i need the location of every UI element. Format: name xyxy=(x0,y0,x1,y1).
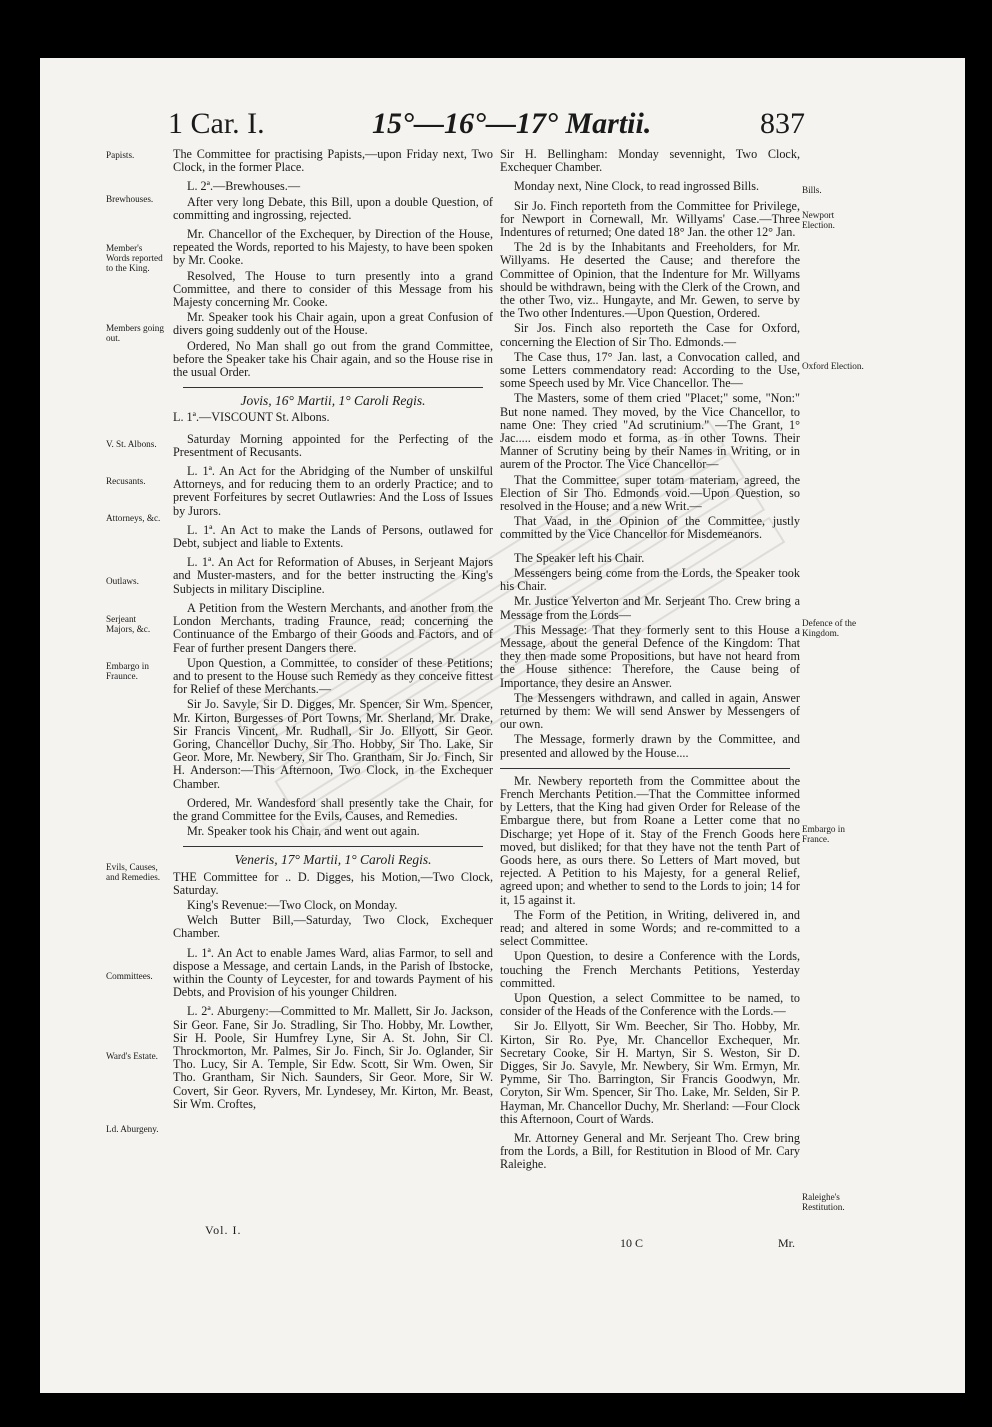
paragraph: That Vaad, in the Opinion of the Committee, justly committed by the Vice Chancellor for Misdemeanors. xyxy=(500,514,800,542)
paragraph: Mr. Chancellor of the Exchequer, by Direction of the House, repeated the Words, reported to his Majesty, to have been spoken by Mr. Cooke. xyxy=(173,227,493,268)
catchword: Mr. xyxy=(778,1236,796,1250)
paragraph: After very long Debate, this Bill, upon a double Question, of committing and ingrossing, rejected. xyxy=(173,194,493,222)
margin-note: Ward's Estate. xyxy=(106,1051,158,1061)
paragraph: The Messengers withdrawn, and called in again, Answer returned by them: We will send Answer by Messengers of our own. xyxy=(500,690,800,732)
paragraph: Mr. Newbery reporteth from the Committee about the French Merchants Petition.—That the Committee informed by Letters, that the King had given Order for Release of the Embargue there, but from Roane a Letter come that no Discharge; yet Hope of it. Stay of the French Goods here moved, but disliked; for that they have not the tenth Part of Goods here, as ours there. So Letters of Mart moved, but rejected. A Petition to his Majesty, for a general Relief, agreed upon; and whether to send to the Lords to join; 14 for it, 15 against it. xyxy=(500,773,800,907)
margin-note: Bills. xyxy=(802,185,822,195)
paragraph: The Masters, some of them cried "Placet;" some, "Non:" But none named. They moved, by the Vice Chancellor, to name One: They cried "Ad scrutinium." —The Grant, 1° Jac..... eisdem modo et forma, as in other Towns. Their Manner of Scrutiny being by their Names in Writing, or in aurem of the Proctor. The Vice Chancellor— xyxy=(500,391,800,472)
paragraph: The Committee for practising Papists,—upon Friday next, Two Clock, in the former Place. xyxy=(173,147,493,175)
margin-note: Committees. xyxy=(106,971,153,981)
paragraph: Upon Question, a Committee, to consider of these Petitions; and to present to the House such Remedy as they conceive fittest for Relief of these Merchants.— xyxy=(173,655,493,697)
running-head-date: 15°—16°—17° Martii. xyxy=(372,107,652,140)
paragraph: L. 1ª. An Act for the Abridging of the Number of unskilful Attorneys, and for reducing them to an orderly Practice; and to prevent Forfeitures by secret Outlawries: And the Loss of Issues by Jurors. xyxy=(173,464,493,518)
paragraph: This Message: That they formerly sent to this House a Message, about the general Defence of the Kingdom: That they then made some Propositions, but have not heard from the House sithence: Therefore, the Cause being of Importance, they desire an Answer. xyxy=(500,622,800,690)
margin-note: Newport Election. xyxy=(802,210,835,230)
paragraph: A Petition from the Western Merchants, and another from the London Merchants, trading Fraunce, read; concerning the Continuance of the Embargo of their Goods and Factors, and of Fear of further present Dangers there. xyxy=(173,600,493,655)
committee-list: Sir Jo. Savyle, Sir D. Digges, Mr. Spencer, Sir Wm. Spencer, Mr. Kirton, Burgesses of Port Towns, Mr. Sherland, Mr. Drake, Sir Francis Vincent, Mr. Rudhall, Sir Jo. Ellyott, Sir Geor. Goring, Chancellor Duchy, Sir Tho. Hobby, Sir Tho. Lake, Sir Geor. More, Mr. Newbery, Sir Tho. Grantham, Sir Jo. Finch, Sir H. Anderson:—This Afternoon, Two Clock, in the Exchequer Chamber. xyxy=(173,697,493,791)
paragraph: Sir Jos. Finch also reporteth the Case for Oxford, concerning the Election of Sir Tho. Edmonds.— xyxy=(500,321,800,349)
paragraph: The Form of the Petition, in Writing, delivered in, and read; and altered in some Words; and re-committed to a select Committee. xyxy=(500,907,800,949)
paragraph: Sir H. Bellingham: Monday sevennight, Two Clock, Exchequer Chamber. xyxy=(500,147,800,175)
paragraph: The Message, formerly drawn by the Committee, and presented and allowed by the House.... xyxy=(500,732,800,760)
section-rule xyxy=(500,768,790,769)
right-column xyxy=(500,148,800,1174)
paragraph: Sir Jo. Finch reporteth from the Committee for Privilege, for Newport in Cornewall, Mr. Willyams' Case.—Three Indentures of returned; One dated 18° Jan. the other 12° Jan. xyxy=(500,198,800,240)
margin-note: Defence of the Kingdom. xyxy=(802,618,857,638)
paragraph: L. 2ª.—Brewhouses.— xyxy=(187,179,301,194)
margin-note: Brewhouses. xyxy=(106,194,154,204)
margin-note: Serjeant Majors, &c. xyxy=(106,614,151,634)
paragraph: The Case thus, 17° Jan. last, a Convocation called, and some Letters commendatory read: According to the Use, some Speech used by Mr. Vice Chancellor. The— xyxy=(500,349,800,391)
paragraph: Welch Butter Bill,—Saturday, Two Clock, Exchequer Chamber. xyxy=(173,913,493,941)
margin-note: Papists. xyxy=(106,150,135,160)
paragraph: King's Revenue:—Two Clock, on Monday. xyxy=(187,897,398,912)
paragraph: Messengers being come from the Lords, the Speaker took his Chair. xyxy=(500,565,800,594)
running-head-left: 1 Car. I. xyxy=(168,107,265,140)
margin-note: Attorneys, &c. xyxy=(106,513,161,523)
paragraph: Saturday Morning appointed for the Perfecting of the Presentment of Recusants. xyxy=(173,431,493,459)
paragraph: L. 1ª. An Act to make the Lands of Persons, outlawed for Debt, subject and liable to Extents. xyxy=(173,522,493,551)
paragraph: Resolved, The House to turn presently into a grand Committee, and there to consider of this Message from his Majesty concerning Mr. Cooke. xyxy=(173,268,493,310)
volume-label: Vol. I. xyxy=(205,1223,242,1237)
margin-note: Outlaws. xyxy=(106,576,139,586)
margin-note: Members going out. xyxy=(106,323,164,343)
section-rule xyxy=(183,387,483,388)
journal-page xyxy=(40,58,965,1393)
paragraph: Upon Question, to desire a Conference with the Lords, touching the French Merchants Petitions, Yesterday committed. xyxy=(500,949,800,990)
margin-note: Oxford Election. xyxy=(802,361,864,371)
paragraph: Ordered, No Man shall go out from the grand Committee, before the Speaker take his Chair again, and so the House rise in the usual Order. xyxy=(173,338,493,380)
paragraph: Upon Question, a select Committee to be named, to consider of the Heads of the Conference with the Lords.— xyxy=(500,990,800,1019)
paragraph: L. 1ª. An Act for Reformation of Abuses, in Serjeant Majors and Muster-masters, and for the better instructing the King's Subjects in military Discipline. xyxy=(173,555,493,596)
margin-note: Member's Words reported to the King. xyxy=(106,243,163,273)
day-heading: Veneris, 17° Martii, 1° Caroli Regis. xyxy=(234,852,432,868)
paragraph: Monday next, Nine Clock, to read ingrossed Bills. xyxy=(514,179,760,194)
viscount-entry: L. 1ª.—VISCOUNT St. Albons. xyxy=(173,410,330,425)
signature-mark: 10 C xyxy=(620,1236,644,1250)
margin-note: Embargo in France. xyxy=(802,824,845,844)
margin-note: Evils, Causes, and Remedies. xyxy=(106,862,161,882)
margin-note: Recusants. xyxy=(106,476,146,486)
margin-note: V. St. Albons. xyxy=(106,439,157,449)
paragraph: That the Committee, super totam materiam, agreed, the Election of Sir Tho. Edmonds void.—Upon Question, so resolved in the House; and a new Writ.— xyxy=(500,472,800,514)
paragraph: Mr. Speaker took his Chair, and went out again. xyxy=(187,824,420,839)
margin-note: Raleighe's Restitution. xyxy=(802,1192,845,1212)
section-rule xyxy=(183,846,483,847)
margin-note: Embargo in Fraunce. xyxy=(106,661,149,681)
paragraph: The 2d is by the Inhabitants and Freeholders, for Mr. Willyams. He deserted the Cause; and therefore the Committee of Opinion, that the Indenture for Mr. Willyams should be withdrawn, being with the Clerk of the Crown, and the other Two, viz.. Hungayte, and Mr. Gewen, to serve by the Two other Indentures.—Upon Question, Ordered. xyxy=(500,240,800,321)
paragraph: Mr. Justice Yelverton and Mr. Serjeant Tho. Crew bring a Message from the Lords— xyxy=(500,594,800,622)
day-heading: Jovis, 16° Martii, 1° Caroli Regis. xyxy=(240,393,426,409)
margin-note: Ld. Aburgeny. xyxy=(106,1124,159,1134)
paragraph: L. 1ª. An Act to enable James Ward, alias Farmor, to sell and dispose a Message, and certain Lands, in the Parish of Ibstocke, within the County of Leycester, for and towards Payment of his Debts, and Provision of his younger Children. xyxy=(173,945,493,1000)
committee-list: Sir Jo. Ellyott, Sir Wm. Beecher, Sir Tho. Hobby, Mr. Kirton, Sir Ro. Pye, Mr. Chancellor Exchequer, Mr. Secretary Cooke, Sir H. Martyn, Sir S. Weston, Sir D. Digges, Sir Jo. Savyle, Mr. Newbery, Sir Wm. Ermyn, Mr. Pymme, Sir Tho. Barrington, Sir Francis Goodwyn, Mr. Coryton, Sir Wm. Spencer, Sir Tho. Lake, Mr. Selden, Sir P. Hayman, Mr. Chancellor Duchy, Mr. Sherland: —Four Clock this Afternoon, Court of Wards. xyxy=(500,1019,800,1126)
paragraph: Mr. Attorney General and Mr. Serjeant Tho. Crew bring from the Lords, a Bill, for Restitution in Blood of Mr. Cary Raleighe. xyxy=(500,1131,800,1172)
committee-list: L. 2ª. Aburgeny:—Committed to Mr. Mallett, Sir Jo. Jackson, Sir Geor. Fane, Sir Jo. Stradling, Sir Tho. Hobby, Mr. Lowther, Sir H. Poole, Sir Humfrey Lyne, Sir A. St. John, Sir Cl. Throckmorton, Mr. Palmes, Sir Jo. Finch, Sir Jo. Oglander, Sir Tho. Lucy, Sir A. Temple, Sir Edw. Scott, Sir Wm. Owen, Sir Tho. Grantham, Sir Nich. Saunders, Sir Geor. More, Sir W. Covert, Sir Geor. Ryvers, Mr. Lyndesey, Mr. Kirton, Mr. Beast, Sir Wm. Croftes, xyxy=(173,1004,493,1111)
paragraph: Ordered, Mr. Wandesford shall presently take the Chair, for the grand Committee for the Evils, Causes, and Remedies. xyxy=(173,795,493,823)
paragraph: Mr. Speaker took his Chair again, upon a great Confusion of divers going suddenly out of the House. xyxy=(173,310,493,338)
left-column xyxy=(173,148,493,1113)
page-number: 837 xyxy=(760,107,805,140)
paragraph: The Speaker left his Chair. xyxy=(514,550,645,565)
committee-entry: THE Committee for .. D. Digges, his Motion,—Two Clock, Saturday. xyxy=(173,869,493,897)
